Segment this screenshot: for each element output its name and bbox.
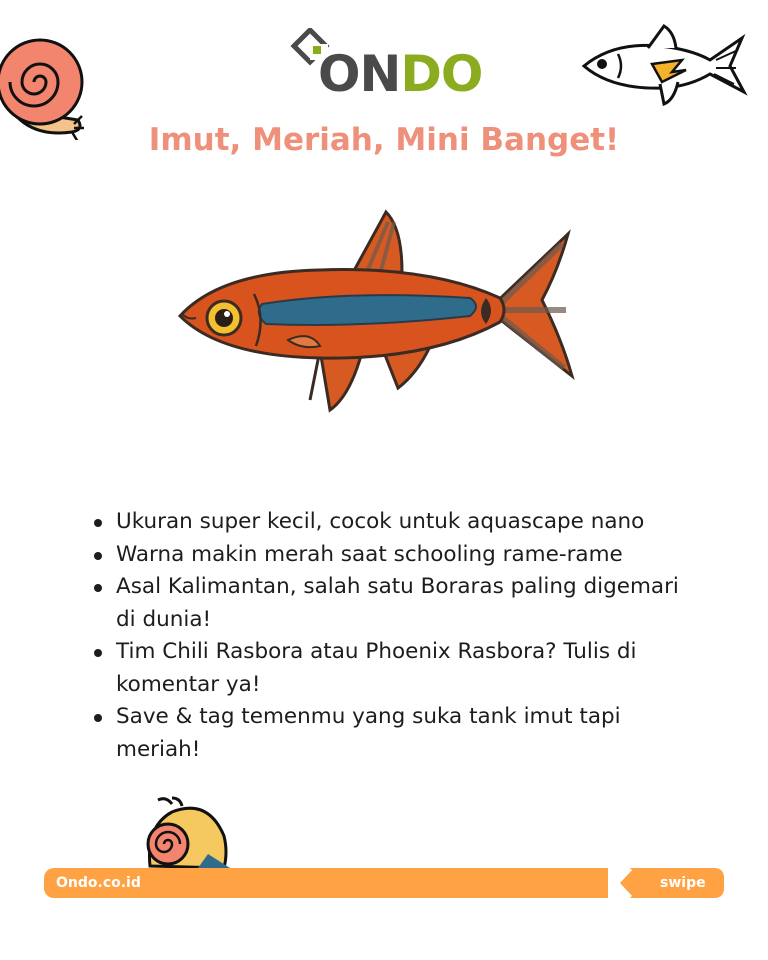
page-title: Imut, Meriah, Mini Banget!: [148, 122, 620, 158]
fish-icon: [578, 20, 750, 110]
ondo-logo: [290, 28, 490, 103]
list-item: Save & tag temenmu yang suka tank imut tapi meriah!: [92, 701, 692, 766]
snail-icon: [138, 796, 234, 868]
logo-wordmark: ONDO: [318, 45, 483, 103]
chili-rasbora-illustration: [170, 200, 580, 415]
feature-list: [92, 506, 692, 766]
list-item: Ukuran super kecil, cocok untuk aquascape nano: [92, 506, 692, 539]
list-item: Tim Chili Rasbora atau Phoenix Rasbora? Tulis di komentar ya!: [92, 636, 692, 701]
swipe-button[interactable]: [608, 868, 724, 898]
list-item: Asal Kalimantan, salah satu Boraras paling digemari di dunia!: [92, 571, 692, 636]
swipe-label: swipe: [660, 875, 706, 891]
website-label[interactable]: Ondo.co.id: [56, 875, 141, 891]
list-item: Warna makin merah saat schooling rame-rame: [92, 539, 692, 572]
